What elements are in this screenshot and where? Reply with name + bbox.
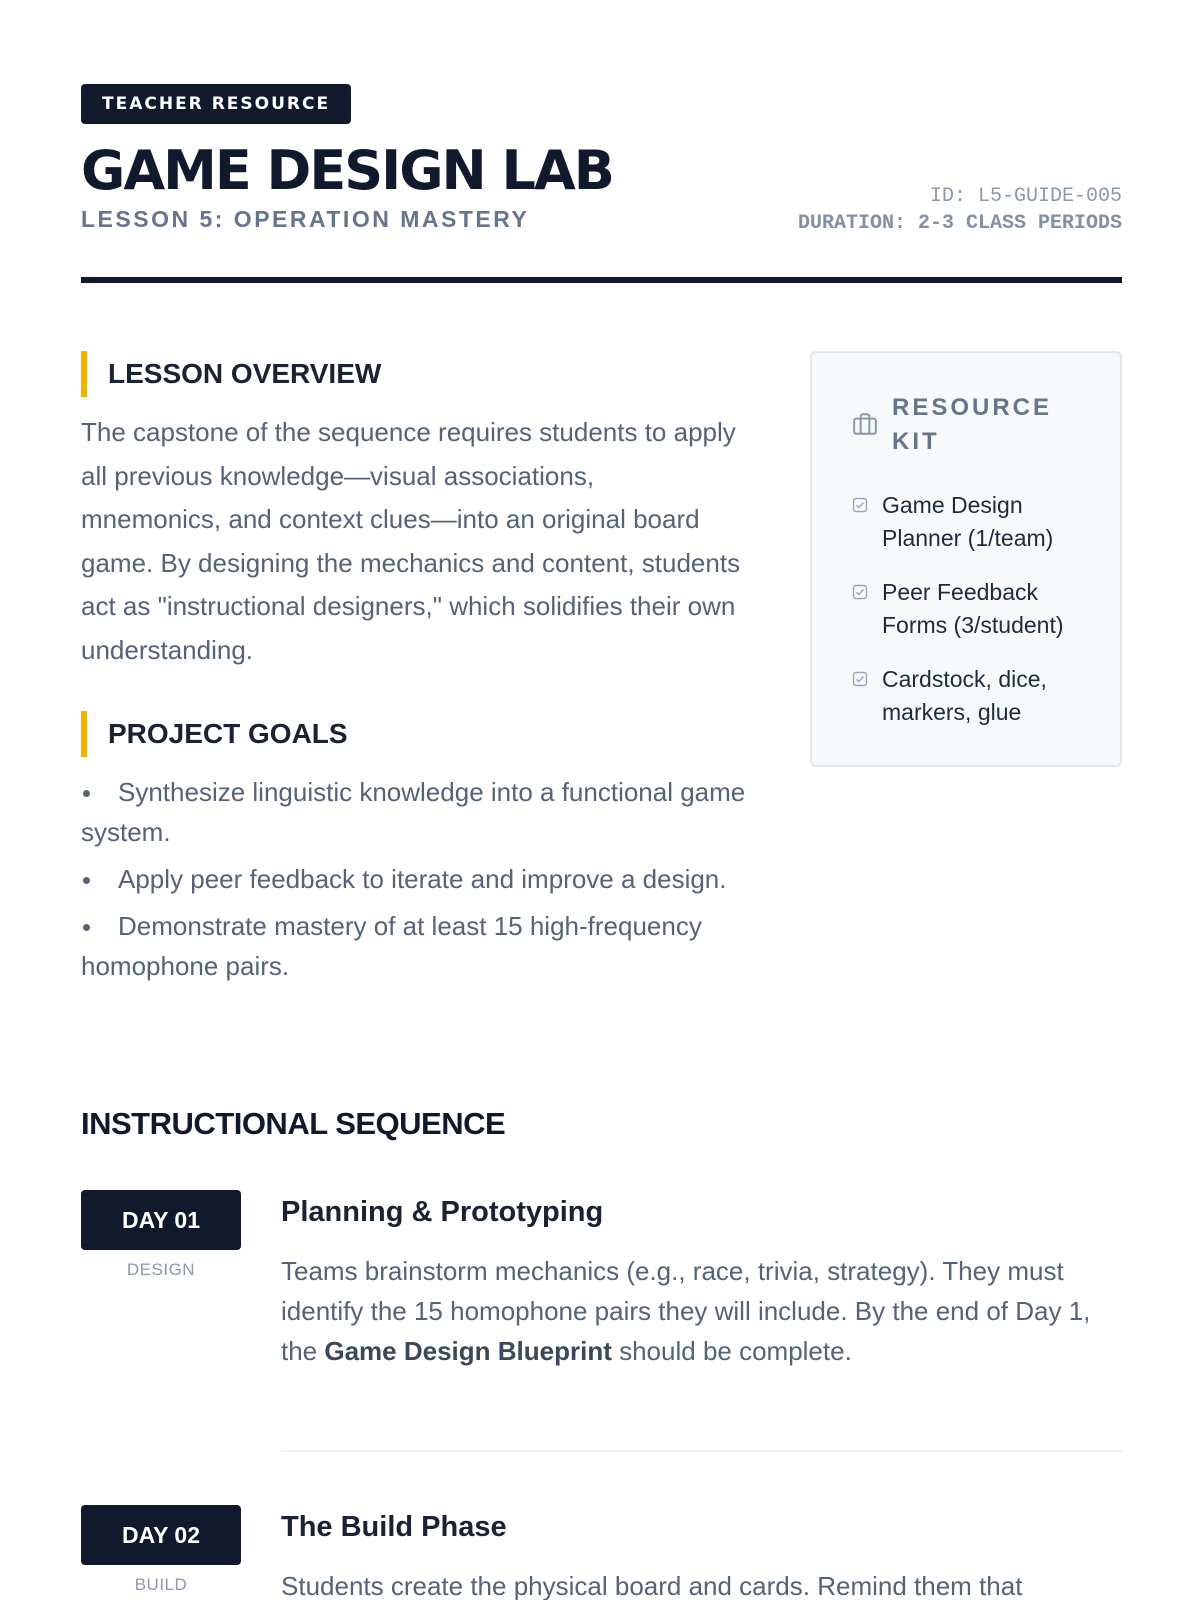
checkbox-icon bbox=[852, 584, 868, 600]
lesson-guide-page bbox=[81, 0, 1122, 1600]
page-title: GAME DESIGN LAB bbox=[81, 139, 613, 202]
blueprint-highlight: Game Design Blueprint bbox=[324, 1336, 612, 1366]
day-02-tag: BUILD bbox=[134, 1575, 188, 1594]
guide-id: ID: L5-GUIDE-005 bbox=[929, 185, 1122, 208]
day-01-badge: DAY 01 bbox=[81, 1190, 241, 1250]
kit-item bbox=[852, 489, 1102, 555]
checkbox-icon bbox=[852, 497, 868, 513]
goals-heading: PROJECT GOALS bbox=[81, 711, 348, 757]
resource-kit-list bbox=[852, 489, 1102, 750]
kit-item-label: Game Design Planner (1/team) bbox=[882, 492, 1054, 551]
teacher-resource-tag: TEACHER RESOURCE bbox=[81, 84, 351, 124]
checkbox-icon bbox=[852, 671, 868, 687]
briefcase-icon bbox=[852, 411, 878, 437]
resource-kit-card bbox=[810, 351, 1122, 767]
day-02-text: Students create the physical board and cards. Remind them that bbox=[281, 1571, 1023, 1600]
sequence-title: INSTRUCTIONAL SEQUENCE bbox=[81, 1106, 506, 1141]
day-01-heading: Planning & Prototyping bbox=[281, 1196, 604, 1228]
goal-item: Synthesize linguistic knowledge into a functional game system. bbox=[81, 772, 751, 852]
day-02-heading: The Build Phase bbox=[281, 1511, 507, 1543]
resource-kit-title: RESOURCE KIT bbox=[892, 394, 1053, 455]
kit-item-label: Peer Feedback Forms (3/student) bbox=[882, 579, 1064, 638]
goal-item: Demonstrate mastery of at least 15 high-frequency homophone pairs. bbox=[81, 906, 751, 986]
overview-heading: LESSON OVERVIEW bbox=[81, 351, 381, 397]
lesson-duration: DURATION: 2-3 CLASS PERIODS bbox=[797, 212, 1122, 235]
goal-item: Apply peer feedback to iterate and improve a design. bbox=[81, 859, 751, 899]
overview-text: The capstone of the sequence requires students to apply all previous knowledge—visual associations, mnemonics, and context clues—into an original board game. By designing the mechanics and content, students act as "instructional designers," which solidifies their own understanding. bbox=[81, 417, 741, 665]
header-divider bbox=[81, 277, 1122, 283]
lesson-subtitle: LESSON 5: OPERATION MASTERY bbox=[81, 206, 530, 232]
lesson-meta bbox=[798, 183, 1122, 237]
goals-list bbox=[81, 772, 751, 993]
kit-item bbox=[852, 576, 1102, 642]
day-01-tag: DESIGN bbox=[126, 1260, 196, 1279]
resource-kit-header bbox=[852, 391, 1072, 459]
kit-item-label: Cardstock, dice, markers, glue bbox=[882, 666, 1047, 725]
day-divider bbox=[281, 1450, 1122, 1452]
day-02-badge: DAY 02 bbox=[81, 1505, 241, 1565]
kit-item bbox=[852, 663, 1102, 729]
day-01-text: Teams brainstorm mechanics (e.g., race, trivia, strategy). They must identify the 15 homophone pairs they will include. By the end of Day 1, the Game Design Blueprint should be complete. bbox=[281, 1256, 1091, 1366]
